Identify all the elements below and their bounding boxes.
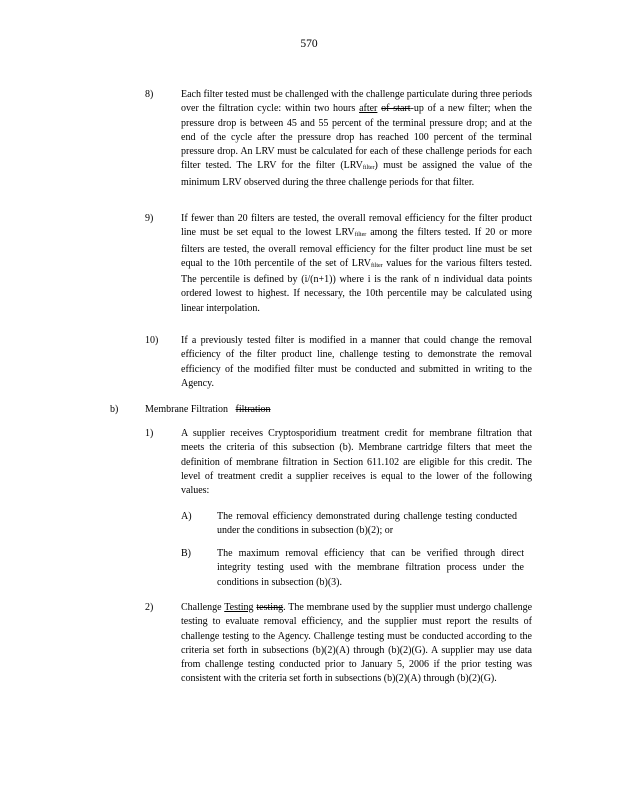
deleted-text: testing [256,602,284,613]
item-10-text: If a previously tested filter is modified in a manner that could change the removal efficiency of the filter product line, challenge testing to demonstrate the removal efficiency of the modified filter must be conducted and submitted in writing to the Agency. [181,335,532,389]
b1-B-text: The maximum removal efficiency that can be verified through direct integrity testing used with the membrane filtration process under the conditions in subsection (b)(3). [217,548,524,588]
item-10-number: 10) [145,335,159,346]
deleted-text: filtration [235,404,271,415]
page-number: 570 [300,38,318,50]
b1-number: 1) [145,428,154,439]
item-9-number: 9) [145,213,154,224]
deleted-text: of start [381,103,411,115]
inserted-text: Testing [224,602,254,613]
b1-text: A supplier receives Cryptosporidium treatment credit for membrane filtration that meets the criteria of this subsection (b). Membrane cartridge filters that meet the definition of membrane filtration in Section 611.102 are eligible for this credit. The level of treatment credit a supplier receives is equal to the lower of the following values: [181,428,532,497]
item-9-text: If fewer than 20 filters are tested, the overall removal efficiency for the filter product line must be set equal to the lowest LRVfilter among the filters tested. If 20 or more filters are tested, the overall removal efficiency for the filter product line must be set equal to the 10th percentile of the set of LRVfilter values for the various filters tested. The percentile is defined by (i/(n+1)) where i is the rank of n individual data points ordered lowest to highest. If necessary, the 10th percentile may be calculated using linear interpolation. [181,213,532,314]
b2-number: 2) [145,602,154,613]
b1-A-letter: A) [181,511,192,522]
item-8-text: Each filter tested must be challenged with the challenge particulate during three periods over the filtration cycle: within two hours after of start-up of a new filter; when the pressure drop is between 45 and 55 percent of the terminal pressure drop; and at the end of the cycle after the pressure drop has reached 100 percent of the terminal pressure drop. An LRV must be calculated for each of these challenge periods for each filter tested. The LRV for the filter (LRVfilter) must be assigned the value of the minimum LRV observed during the three challenge periods for that filter. [181,89,533,188]
b1-B-letter: B) [181,548,191,559]
inserted-text: after [359,103,378,115]
item-8-number: 8) [145,89,154,100]
b2-text: Challenge Testing testing. The membrane used by the supplier must undergo challenge testing to evaluate removal efficiency, and the supplier must report the results of challenge testing to the Agency. Challenge testing must be conducted according to the criteria set forth in subsections (b)(2)(A) through (b)(2)(G). A supplier may use data from challenge testing conducted prior to January 5, 2006 if the prior testing was consistent with the criteria set forth in subsections (b)(2)(A) through (b)(2)(G). [181,602,533,685]
section-b-letter: b) [110,404,119,415]
b1-A-text: The removal efficiency demonstrated during challenge testing conducted under the conditions in subsection (b)(2); or [217,511,517,537]
section-b-heading: Membrane Filtration filtration [145,404,271,415]
